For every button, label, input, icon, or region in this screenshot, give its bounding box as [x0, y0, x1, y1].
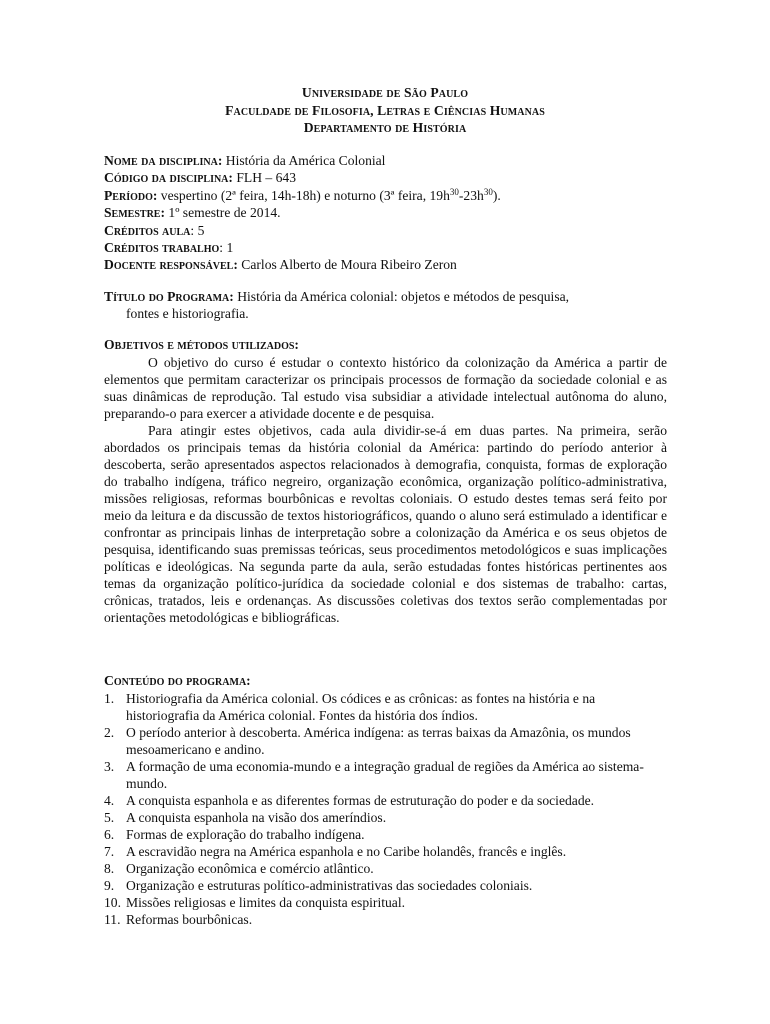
class-credits-label: Créditos aula [104, 222, 191, 238]
course-code-row [104, 170, 684, 187]
university-name: Universidade de São Paulo [301, 85, 469, 100]
period-sup-end: 30 [483, 186, 493, 197]
list-item-text: O período anterior à descoberta. América indígena: as terras baixas da Amazônia, os mundos mesoamericano e andino. [126, 725, 631, 757]
program-title-label: Título do Programa: [104, 289, 234, 304]
course-code-value: FLH – 643 [232, 170, 297, 186]
department-name: Departamento de História [303, 120, 467, 135]
list-item [104, 826, 667, 843]
list-item-text: Reformas bourbônicas. [126, 912, 253, 927]
work-credits-row [104, 240, 684, 257]
course-name-label: Nome da disciplina: [104, 153, 223, 168]
list-item [104, 860, 667, 877]
list-item-text: A escravidão negra na América espanhola e no Caribe holandês, francês e inglês. [126, 844, 567, 859]
list-item-number: 3. [104, 759, 115, 774]
course-info [104, 153, 684, 275]
document-header [0, 85, 770, 138]
list-item [104, 911, 667, 928]
program-title-continuation: fontes e historiografia. [126, 305, 249, 321]
program-title-text: História da América colonial: objetos e métodos de pesquisa, [233, 289, 570, 304]
list-item [104, 724, 667, 758]
list-item-number: 10. [104, 895, 121, 910]
list-item-text: Missões religiosas e limites da conquista espiritual. [126, 895, 406, 910]
period-sup-start: 30 [449, 186, 459, 197]
list-item-number: 9. [104, 878, 115, 893]
course-name-row [104, 153, 684, 170]
list-item [104, 809, 667, 826]
work-credits-label: Créditos trabalho [104, 239, 220, 255]
class-credits-value: : 5 [190, 222, 205, 238]
instructor-label: Docente responsável: [104, 257, 238, 273]
list-item-number: 8. [104, 861, 115, 876]
list-item-number: 2. [104, 725, 115, 740]
objectives-paragraph-2: Para atingir estes objetivos, cada aula dividir-se-á em duas partes. Na primeira, serão abordados os principais temas da história colonial da América: partindo do período anterior à descoberta, serão apresentados aspectos relacionados à demografia, conquista, formas de exploração do trabalho indígena, tráfico negreiro, organização econômica, organização político-administrativa, missões religiosas, reformas bourbônicas e revoltas coloniais. O estudo destes temas será feito por meio da leitura e da discussão de textos historiográficos, quando o aluno será estimulado a identificar e confrontar as principais linhas de interpretação sobre a colonização da América e os seus objetos de pesquisa, identificando suas premissas teóricas, seus procedimentos metodológicos e suas implicações políticas e ideológicas. Na segunda parte da aula, serão estudadas fontes históricas pertinentes aos temas da organização político-jurídica da sociedade colonial e dos sistemas de trabalho: cartas, crônicas, tratados, leis e ordenanças. As discussões coletivas dos textos serão complementadas por orientações metodológicas e bibliográficas. [104, 423, 667, 625]
list-item [104, 894, 667, 911]
list-item-number: 11. [104, 912, 121, 927]
list-item-number: 6. [104, 827, 115, 842]
period-value-mid: -23h [458, 187, 484, 203]
content-section [104, 673, 667, 928]
faculty-name: Faculdade de Filosofia, Letras e Ciências Humanas [225, 102, 545, 118]
program-title-line [104, 289, 667, 306]
instructor-value: Carlos Alberto de Moura Ribeiro Zeron [237, 257, 457, 273]
objectives-section [104, 337, 667, 626]
program-title [104, 289, 667, 323]
semester-label: Semestre: [104, 205, 165, 221]
course-name-value: História da América Colonial [222, 153, 386, 168]
list-item-text: Organização e estruturas político-administrativas das sociedades coloniais. [126, 878, 533, 893]
list-item-text: A formação de uma economia-mundo e a integração gradual de regiões da América ao sistema-mundo. [126, 759, 644, 791]
list-item-number: 7. [104, 844, 115, 859]
course-code-label: Código da disciplina: [104, 170, 233, 186]
list-item-text: A conquista espanhola na visão dos ameríndios. [126, 810, 387, 825]
list-item-text: Historiografia da América colonial. Os códices e as crônicas: as fontes na história e na historiografia da América colonial. Fontes da história dos índios. [126, 691, 596, 723]
content-heading: Conteúdo do programa: [104, 673, 251, 688]
list-item-text: A conquista espanhola e as diferentes formas de estruturação do poder e da sociedade. [126, 793, 595, 808]
instructor-row [104, 257, 684, 274]
content-list [104, 690, 667, 928]
list-item-text: Formas de exploração do trabalho indígena. [126, 827, 365, 842]
list-item [104, 758, 667, 792]
period-row [104, 188, 684, 205]
period-label: Período: [104, 187, 158, 203]
work-credits-value: : 1 [219, 239, 234, 255]
semester-row [104, 205, 684, 222]
period-value-end: ). [492, 187, 501, 203]
list-item [104, 690, 667, 724]
list-item-number: 1. [104, 691, 115, 706]
list-item-text: Organização econômica e comércio atlântico. [126, 861, 374, 876]
semester-value: 1º semestre de 2014. [165, 205, 281, 221]
objectives-paragraph-1: O objetivo do curso é estudar o contexto histórico da colonização da América a partir de elementos que permitam caracterizar os principais processos de formação da sociedade colonial e as suas dinâmicas de reprodução. Tal estudo visa subsidiar a atividade intelectual autônoma do aluno, preparando-o para exercer a atividade docente e de pesquisa. [104, 355, 667, 421]
period-value-start: vespertino (2ª feira, 14h-18h) e noturno (3ª feira, 19h [157, 187, 450, 203]
list-item [104, 792, 667, 809]
objectives-heading: Objetivos e métodos utilizados: [104, 337, 299, 352]
list-item [104, 877, 667, 894]
class-credits-row [104, 223, 684, 240]
list-item [104, 843, 667, 860]
list-item-number: 4. [104, 793, 115, 808]
list-item-number: 5. [104, 810, 115, 825]
